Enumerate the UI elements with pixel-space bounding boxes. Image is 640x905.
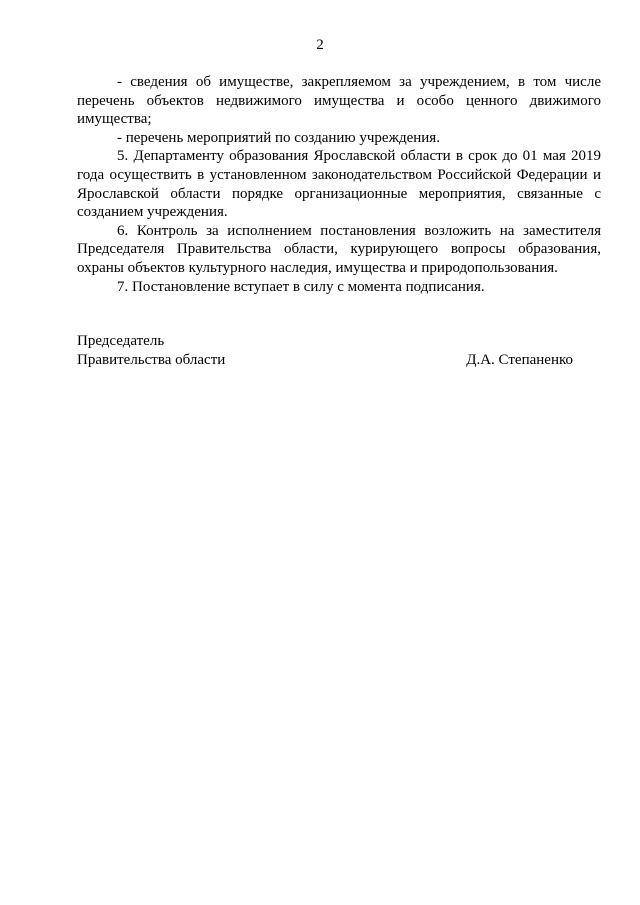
signatory-name: Д.А. Степаненко xyxy=(466,351,573,368)
signature-title-line-1 xyxy=(77,332,573,351)
paragraph-property-info: - сведения об имуществе, закрепляемом за учреждением, в том числе перечень объектов недвижимого имущества и особо ценного движимого имущества; xyxy=(77,74,601,128)
paragraph-measures-list: - перечень мероприятий по созданию учреждения. xyxy=(117,129,440,146)
paragraph-item-6: 6. Контроль за исполнением постановления возложить на заместителя Председателя Правительства области, курирующего вопросы образования, охраны объектов культурного наследия, имущества и природопользования. xyxy=(77,222,601,276)
signature-title-line-2 xyxy=(77,351,573,370)
document-body xyxy=(77,73,601,296)
paragraph-item-5: 5. Департаменту образования Ярославской области в срок до 01 мая 2019 года осуществить в установленном законодательством Российской Федерации и Ярославской области порядке организационные мероприятия, связанные с созданием учреждения. xyxy=(77,148,601,221)
signature-title-continued: Правительства области xyxy=(77,351,226,368)
signature-block xyxy=(77,332,573,369)
signature-title: Председатель xyxy=(77,333,165,349)
page-number: 2 xyxy=(316,37,324,53)
paragraph-item-7: 7. Постановление вступает в силу с момента подписания. xyxy=(117,278,485,295)
